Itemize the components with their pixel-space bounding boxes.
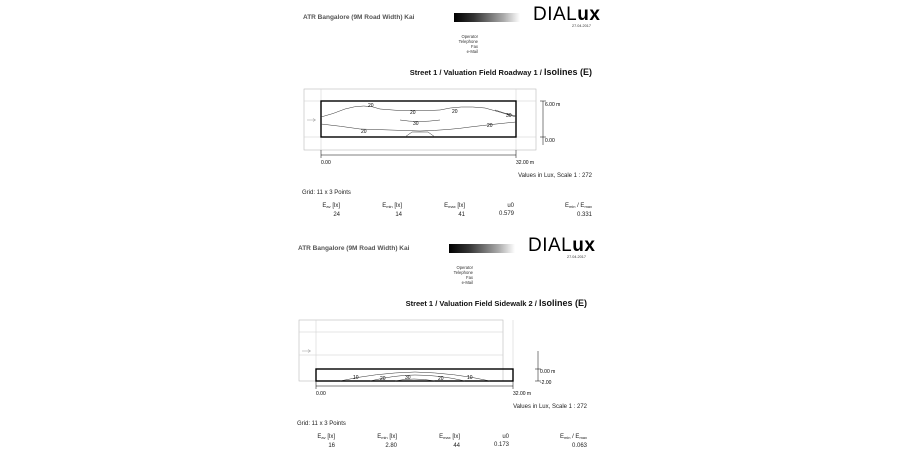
isoline-drawing [295,317,595,397]
contact-block [448,34,478,54]
contour-label: 10 [467,375,473,381]
stat-emin: $E_{min}$ [lx] 14 [382,203,402,218]
valuation-field [321,101,516,137]
contour-label: 20 [380,376,386,382]
contour-label: 20 [361,129,367,135]
contour-label: 30 [405,375,411,381]
contour-label: 20 [452,109,458,115]
contact-email: e-Mail [466,49,478,54]
y-axis-top: 6.00 m [545,102,561,108]
values-note: Values in Lux, Scale 1 : 272 [513,404,587,410]
stat-eav: $E_{av}$ [lx] 24 [322,203,340,218]
contour-label: 30 [506,113,512,119]
x-axis-end: 32.00 m [513,391,532,397]
contour-label: 20 [410,110,416,116]
contact-fax: Fax [471,44,478,49]
outer-plan-outline [304,89,536,150]
isoline-20-upper [321,106,516,117]
y-axis-top: 0.00 m [540,369,556,375]
report-page-sidewalk [295,231,595,461]
stat-emin-emax: $E_{min} / E_{max}$ 0.331 [564,203,592,218]
isoline-30 [400,120,440,122]
dialux-logo: DIALux [533,4,601,25]
contact-operator: Operator [461,34,478,39]
contact-operator: Operator [456,265,473,270]
report-date: 27.04.2017 [572,24,592,28]
values-note: Values in Lux, Scale 1 : 272 [518,173,592,179]
stat-emax: $E_{max}$ [lx] 41 [444,203,465,218]
isoline-drawing [300,86,600,166]
stat-emin: $E_{min}$ [lx] 2.80 [377,434,397,449]
contact-block [443,265,473,285]
report-page-roadway [300,0,600,230]
contour-label: 30 [413,121,419,127]
contour-label: 20 [487,123,493,129]
contact-fax: Fax [466,275,473,280]
stat-emin-emax: $E_{min} / E_{max}$ 0.063 [559,434,587,449]
x-axis-start: 0.00 [321,160,331,166]
contour-label: 20 [438,376,444,382]
page-title: Street 1 / Valuation Field Roadway 1 / Isolines (E) [409,67,592,77]
contour-label: 10 [353,375,359,381]
grid-note: Grid: 11 x 3 Points [302,190,351,196]
dialux-logo: DIALux [528,235,596,256]
x-axis-start: 0.00 [316,391,326,397]
header-gradient-bar [449,244,515,253]
page-title: Street 1 / Valuation Field Sidewalk 2 / Isolines (E) [405,298,587,308]
contact-telephone: Telephone [453,270,473,275]
stat-emax: $E_{max}$ [lx] 44 [439,434,460,449]
project-name: ATR Bangalore (9M Road Width) Kai [303,14,415,21]
contour-label: 20 [368,103,374,109]
x-axis-end: 32.00 m [516,160,535,166]
stat-u0: u0 0.579 [498,203,514,217]
project-name: ATR Bangalore (9M Road Width) Kai [298,245,410,252]
grid-note: Grid: 11 x 3 Points [297,421,346,427]
y-axis-zero: 0.00 [545,138,555,144]
stat-u0: u0 0.173 [493,434,509,448]
stat-eav: $E_{av}$ [lx] 16 [317,434,335,449]
contact-email: e-Mail [461,280,473,285]
report-date: 27.04.2017 [567,255,587,259]
outer-plan-outline [299,320,503,381]
contact-telephone: Telephone [458,39,478,44]
header-gradient-bar [454,13,520,22]
y-axis-bottom: -2.00 [540,380,552,386]
